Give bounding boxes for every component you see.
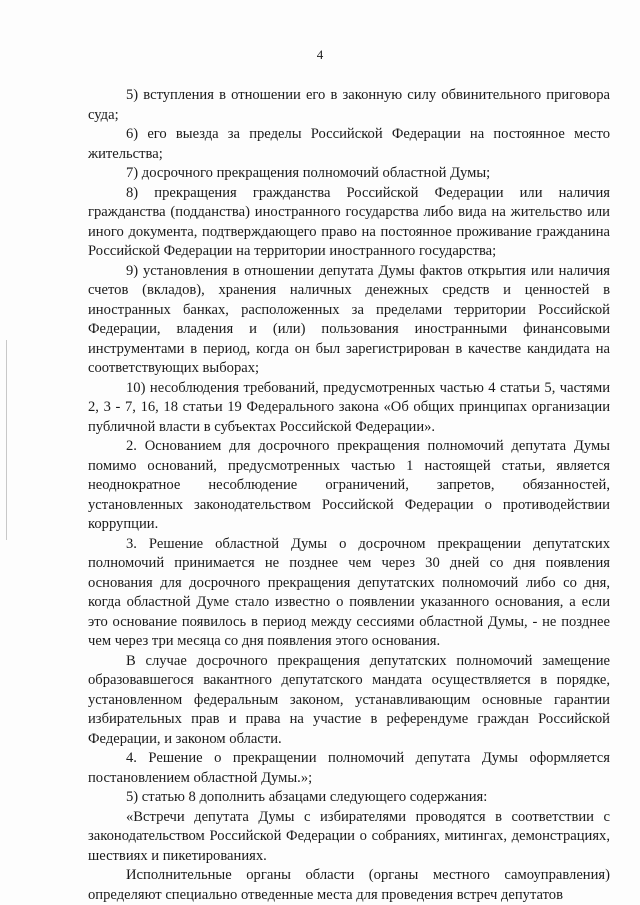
paragraph-item-5: 5) вступления в отношении его в законную силу обвинительного приговора суда; bbox=[88, 87, 610, 123]
document-body bbox=[88, 86, 610, 905]
paragraph-executive-bodies: Исполнительные органы области (органы местного самоуправления) определяют специально отведенные места для проведения встреч депутатов bbox=[88, 867, 610, 903]
paragraph-item-7: 7) досрочного прекращения полномочий областной Думы; bbox=[126, 165, 491, 181]
paragraph-amendment-article-8: 5) статью 8 дополнить абзацами следующего содержания: bbox=[126, 789, 488, 805]
paragraph-meetings: «Встречи депутата Думы с избирателями проводятся в соответствии с законодательством Российской Федерации о собраниях, митингах, демонстрациях, шествиях и пикетированиях. bbox=[88, 808, 610, 864]
paragraph-item-8: 8) прекращения гражданства Российской Федерации или наличия гражданства (подданства) иностранного государства либо вида на жительство или иного документа, подтверждающего право на постоянное проживание гражданина Российской Федерации на территории иностранного государства; bbox=[88, 184, 610, 259]
page-number: 4 bbox=[316, 47, 324, 62]
paragraph-item-10: 10) несоблюдения требований, предусмотренных частью 4 статьи 5, частями 2, 3 - 7, 16, 18 статьи 19 Федерального закона «Об общих принципах организации публичной власти в субъектах Российской Федерации». bbox=[88, 379, 610, 435]
paragraph-item-6: 6) его выезда за пределы Российской Федерации на постоянное место жительства; bbox=[88, 126, 610, 162]
paragraph-part-3: 3. Решение областной Думы о досрочном прекращении депутатских полномочий принимается не позднее чем через 30 дней со дня появления основания для досрочного прекращения депутатских полномочий либо со дня, когда областной Думе стало известно о появлении указанного основания, а если это основание появилось в период между сессиями областной Думы, - не позднее чем через три месяца со дня появления этого основания. bbox=[88, 535, 610, 649]
paragraph-part-2: 2. Основанием для досрочного прекращения полномочий депутата Думы помимо оснований, предусмотренных частью 1 настоящей статьи, является неоднократное несоблюдение ограничений, запретов, обязанностей, установленных законодательством Российской Федерации о противодействии коррупции. bbox=[88, 438, 610, 532]
paragraph-part-4: 4. Решение о прекращении полномочий депутата Думы оформляется постановлением областной Думы.»; bbox=[88, 750, 610, 786]
paragraph-item-9: 9) установления в отношении депутата Думы фактов открытия или наличия счетов (вкладов), хранения наличных денежных средств и ценностей в иностранных банках, расположенных за пределами территории Российской Федерации, владения и (или) пользования иностранными финансовыми инструментами в период, когда он был зарегистрирован в качестве кандидата на соответствующих выборах; bbox=[88, 262, 610, 376]
paragraph-vacancy: В случае досрочного прекращения депутатских полномочий замещение образовавшегося вакантного депутатского мандата осуществляется в порядке, установленном федеральным законом, устанавливающим основные гарантии избирательных прав и права на участие в референдуме граждан Российской Федерации, и законом области. bbox=[88, 652, 610, 747]
scan-edge-mark bbox=[6, 340, 7, 540]
